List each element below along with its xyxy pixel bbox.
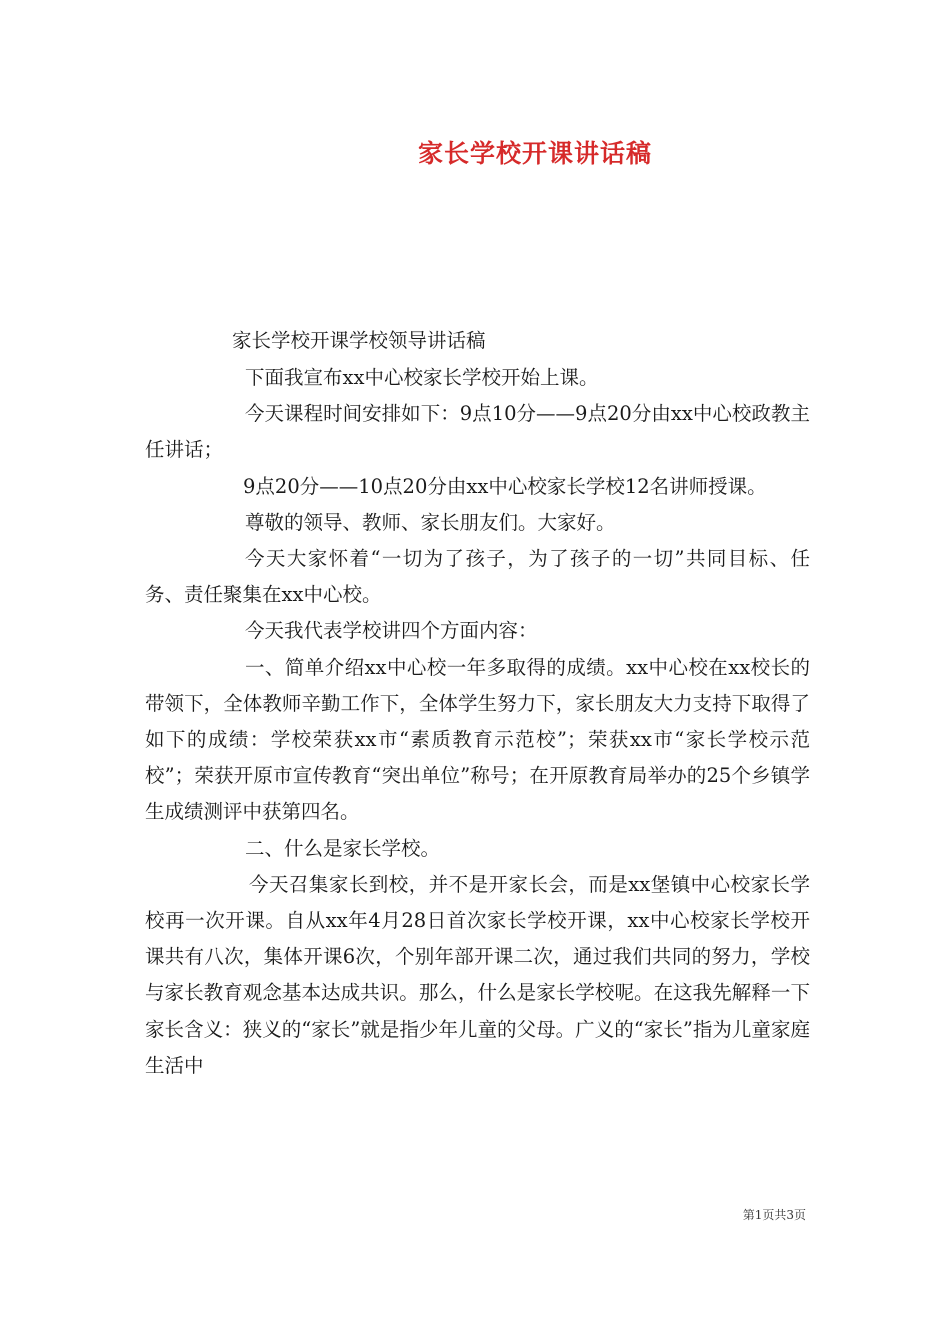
document-subtitle: 家长学校开课学校领导讲话稿 bbox=[232, 329, 486, 352]
paragraph-announcement: 下面我宣布xx中心校家长学校开始上课。 bbox=[245, 366, 599, 389]
paragraph-parent-school: 今天召集家长到校，并不是开家长会，而是xx堡镇中心校家长学校再一次开课。自从xx年4月28日首次家长学校开课，xx中心校家长学校开课共有八次，集体开课6次，个别年部开课二次，通过我们共同的努力，学校与家长教育观念基本达成共识。那么，什么是家长学校呢。在这我先解释一下家长含义：狭义的“家长”就是指少年儿童的父母。广义的“家长”指为儿童家庭生活中 bbox=[145, 872, 810, 1077]
paragraph-purpose: 今天大家怀着“一切为了孩子，为了孩子的一切”共同目标、任务、责任聚集在xx中心校。 bbox=[145, 547, 810, 607]
paragraph-schedule-1: 今天课程时间安排如下：9点10分——9点20分由xx中心校政教主任讲话； bbox=[145, 402, 810, 462]
paragraph-outline: 今天我代表学校讲四个方面内容： bbox=[245, 619, 538, 643]
document-body bbox=[145, 360, 810, 1084]
document-title: 家长学校开课讲话稿 bbox=[417, 139, 652, 168]
paragraph-schedule-2: 9点20分——10点20分由xx中心校家长学校12名讲师授课。 bbox=[243, 474, 767, 498]
page-number: 第1页共3页 bbox=[742, 1208, 806, 1222]
paragraph-greeting: 尊敬的领导、教师、家长朋友们。大家好。 bbox=[245, 510, 616, 534]
paragraph-section-two: 二、什么是家长学校。 bbox=[245, 836, 441, 860]
paragraph-achievements: 一、简单介绍xx中心校一年多取得的成绩。xx中心校在xx校长的带领下，全体教师辛勤工作下，全体学生努力下，家长朋友大力支持下取得了如下的成绩：学校荣获xx市“素质教育示范校”；荣获xx市“家长学校示范校”；荣获开原市宣传教育“突出单位”称号；在开原教育局举办的25个乡镇学生成绩测评中获第四名。 bbox=[145, 655, 810, 824]
